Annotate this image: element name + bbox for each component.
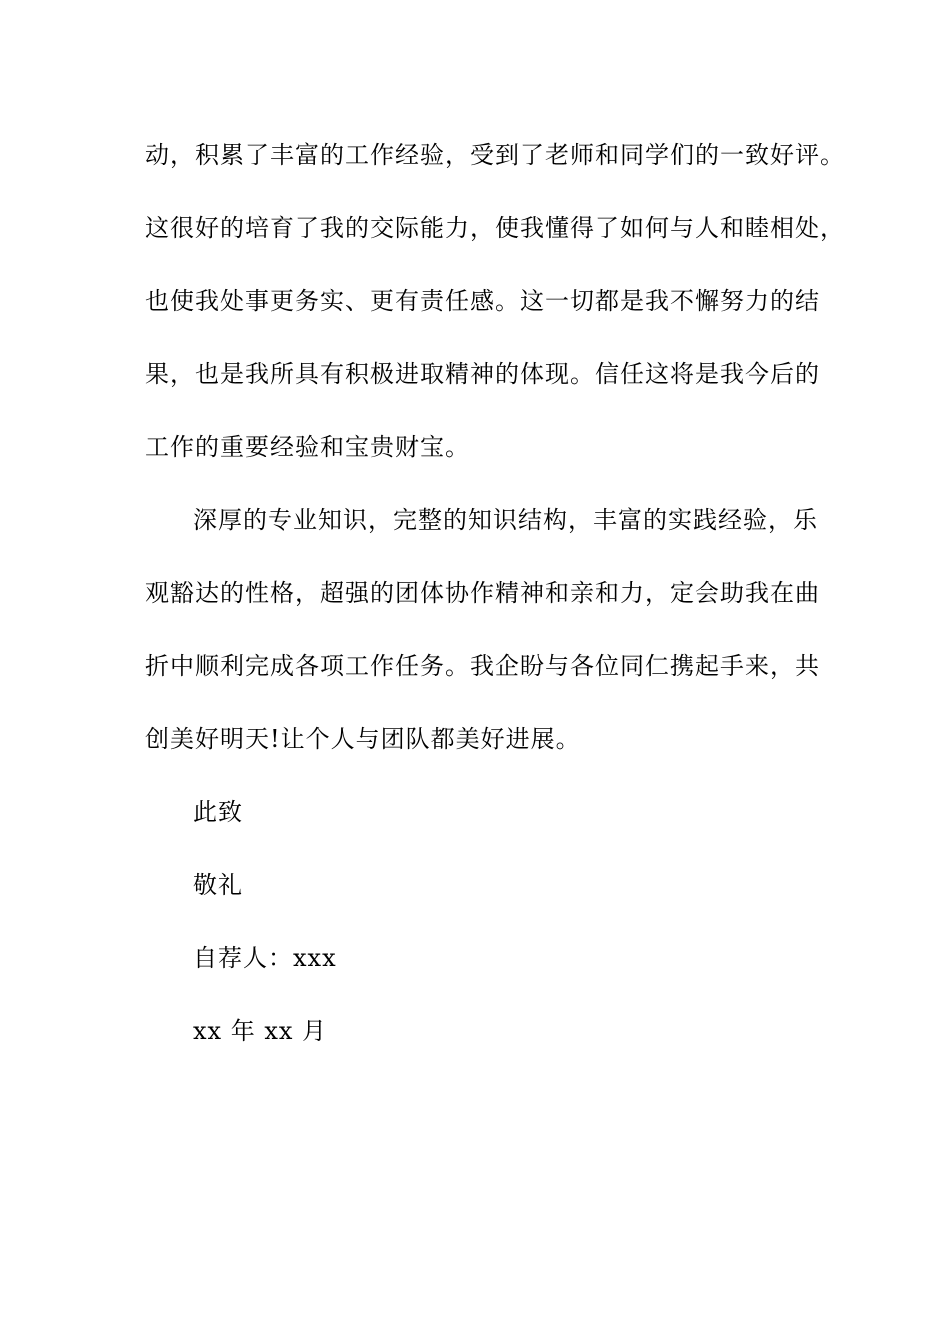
date-line: xx 年 xx 月 [193,1017,328,1045]
paragraph-2 [145,493,820,785]
closing-salutation: 此致 [193,798,243,826]
paragraph-1-line-1: 动，积累了丰富的工作经验，受到了老师和同学们的一致好评。 [145,141,845,169]
letter-body [145,128,845,1077]
paragraph-2-line-4: 创美好明天!让个人与团队都美好进展。 [145,725,581,753]
paragraph-1-line-3: 也使我处事更务实、更有责任感。这一切都是我不懈努力的结 [145,287,820,315]
paragraph-2-line-1: 深厚的专业知识，完整的知识结构，丰富的实践经验，乐 [193,506,818,534]
paragraph-1-line-4: 果，也是我所具有积极进取精神的体现。信任这将是我今后的 [145,360,820,388]
paragraph-1 [145,128,845,493]
closing-block [145,785,810,1077]
signer-line: 自荐人：xxx [193,944,337,972]
paragraph-1-line-2: 这很好的培育了我的交际能力，使我懂得了如何与人和睦相处， [145,214,845,242]
paragraph-2-line-3: 折中顺利完成各项工作任务。我企盼与各位同仁携起手来，共 [145,652,820,680]
paragraph-2-line-2: 观豁达的性格，超强的团体协作精神和亲和力，定会助我在曲 [145,579,820,607]
closing-regards: 敬礼 [193,871,243,899]
paragraph-1-line-5: 工作的重要经验和宝贵财宝。 [145,433,470,461]
